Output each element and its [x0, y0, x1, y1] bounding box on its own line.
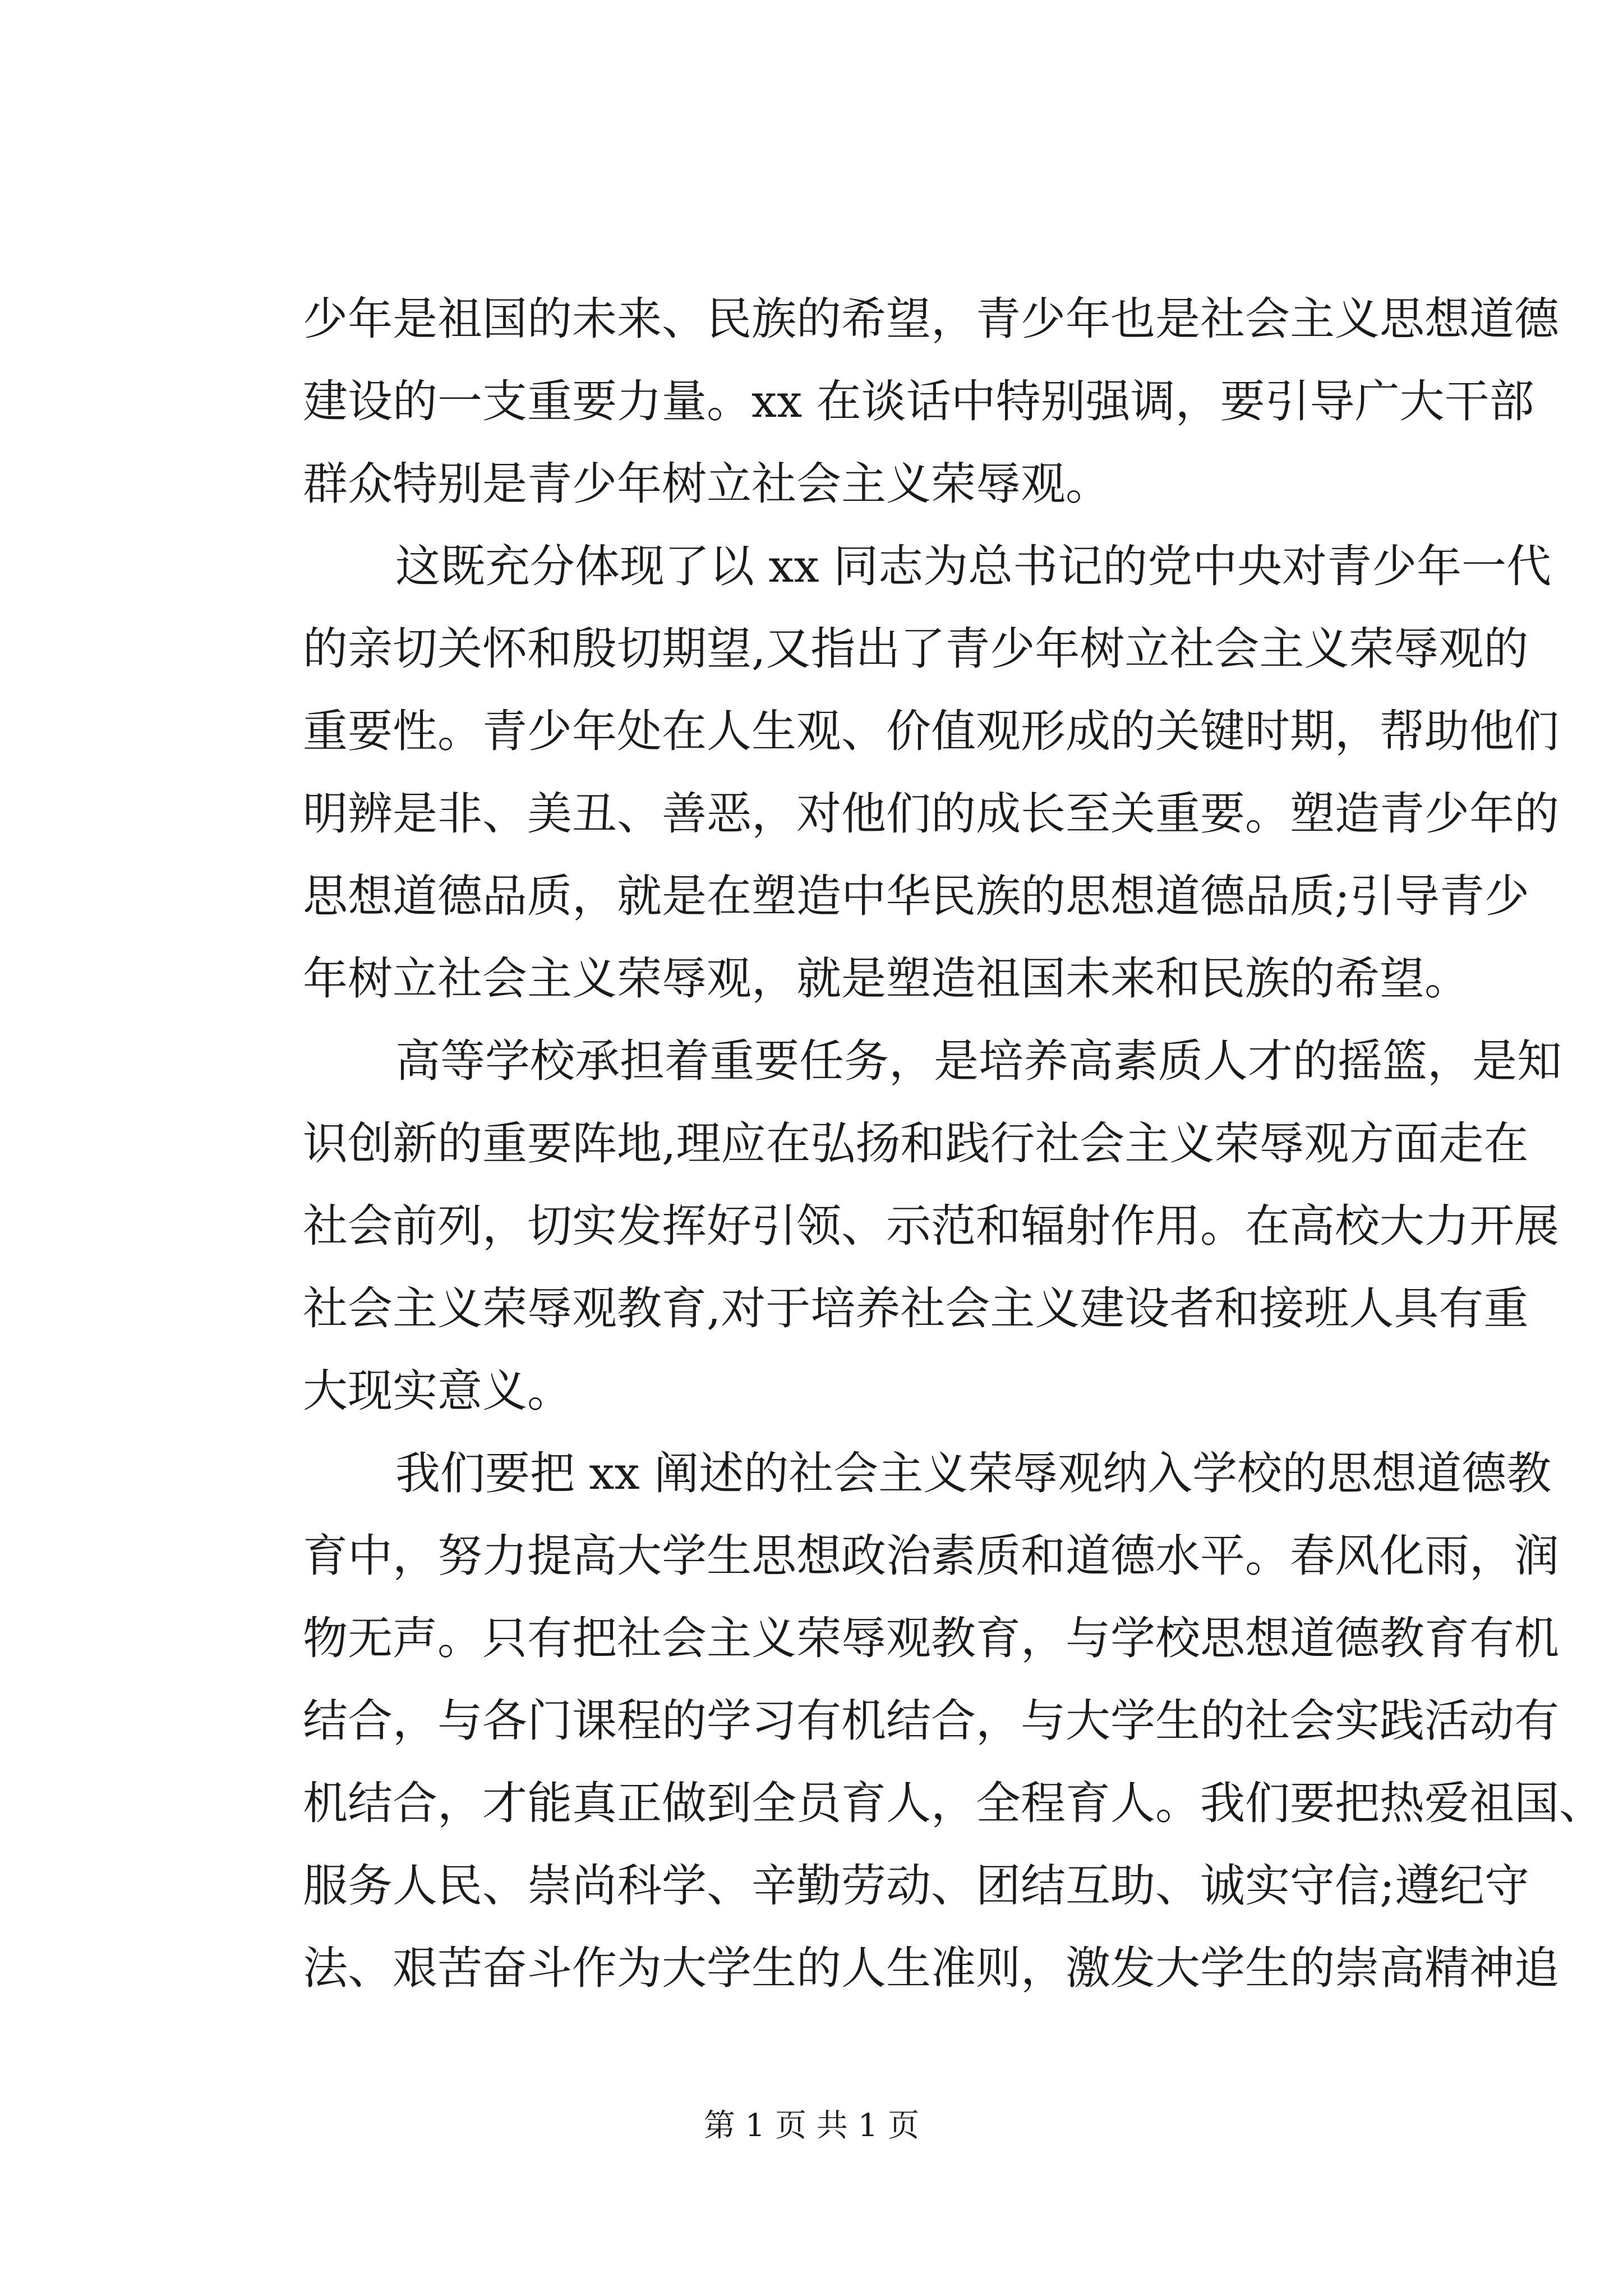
text-line: 法、艰苦奋斗作为大学生的人生准则，激发大学生的崇高精神追	[303, 1942, 1559, 1994]
text-line: 建设的一支重要力量。xx 在谈话中特别强调，要引导广大干部	[303, 375, 1534, 427]
text-line: 年树立社会主义荣辱观，就是塑造祖国未来和民族的希望。	[303, 953, 1469, 1005]
text-line: 明辨是非、美丑、善恶，对他们的成长至关重要。塑造青少年的	[303, 788, 1559, 840]
page-number-footer: 第 1 页 共 1 页	[703, 2108, 920, 2144]
text-line: 少年是祖国的未来、民族的希望，青少年也是社会主义思想道德	[303, 293, 1559, 345]
paragraph-first-line: 这既充分体现了以 xx 同志为总书记的党中央对青少年一代	[395, 540, 1552, 592]
document-body	[303, 293, 1604, 2026]
paragraph-first-line: 我们要把 xx 阐述的社会主义荣辱观纳入学校的思想道德教	[395, 1447, 1552, 1499]
text-line: 思想道德品质，就是在塑造中华民族的思想道德品质;引导青少	[303, 870, 1529, 922]
text-line: 大现实意义。	[303, 1365, 572, 1417]
text-line: 识创新的重要阵地,理应在弘扬和践行社会主义荣辱观方面走在	[303, 1117, 1529, 1170]
text-line: 社会主义荣辱观教育,对于培养社会主义建设者和接班人具有重	[303, 1282, 1529, 1335]
text-line: 重要性。青少年处在人生观、价值观形成的关键时期，帮助他们	[303, 705, 1559, 757]
text-line: 物无声。只有把社会主义荣辱观教育，与学校思想道德教育有机	[303, 1612, 1559, 1664]
text-line: 育中，努力提高大学生思想政治素质和道德水平。春风化雨，润	[303, 1530, 1559, 1582]
paragraph-first-line: 高等学校承担着重要任务，是培养高素质人才的摇篮，是知	[395, 1035, 1562, 1087]
text-line: 结合，与各门课程的学习有机结合，与大学生的社会实践活动有	[303, 1695, 1559, 1747]
text-line: 机结合，才能真正做到全员育人，全程育人。我们要把热爱祖国、	[303, 1777, 1604, 1829]
text-line: 服务人民、崇尚科学、辛勤劳动、团结互助、诚实守信;遵纪守	[303, 1860, 1529, 1912]
text-line: 社会前列，切实发挥好引领、示范和辐射作用。在高校大力开展	[303, 1200, 1559, 1252]
text-line: 的亲切关怀和殷切期望,又指出了青少年树立社会主义荣辱观的	[303, 623, 1529, 675]
text-line: 群众特别是青少年树立社会主义荣辱观。	[303, 458, 1110, 510]
